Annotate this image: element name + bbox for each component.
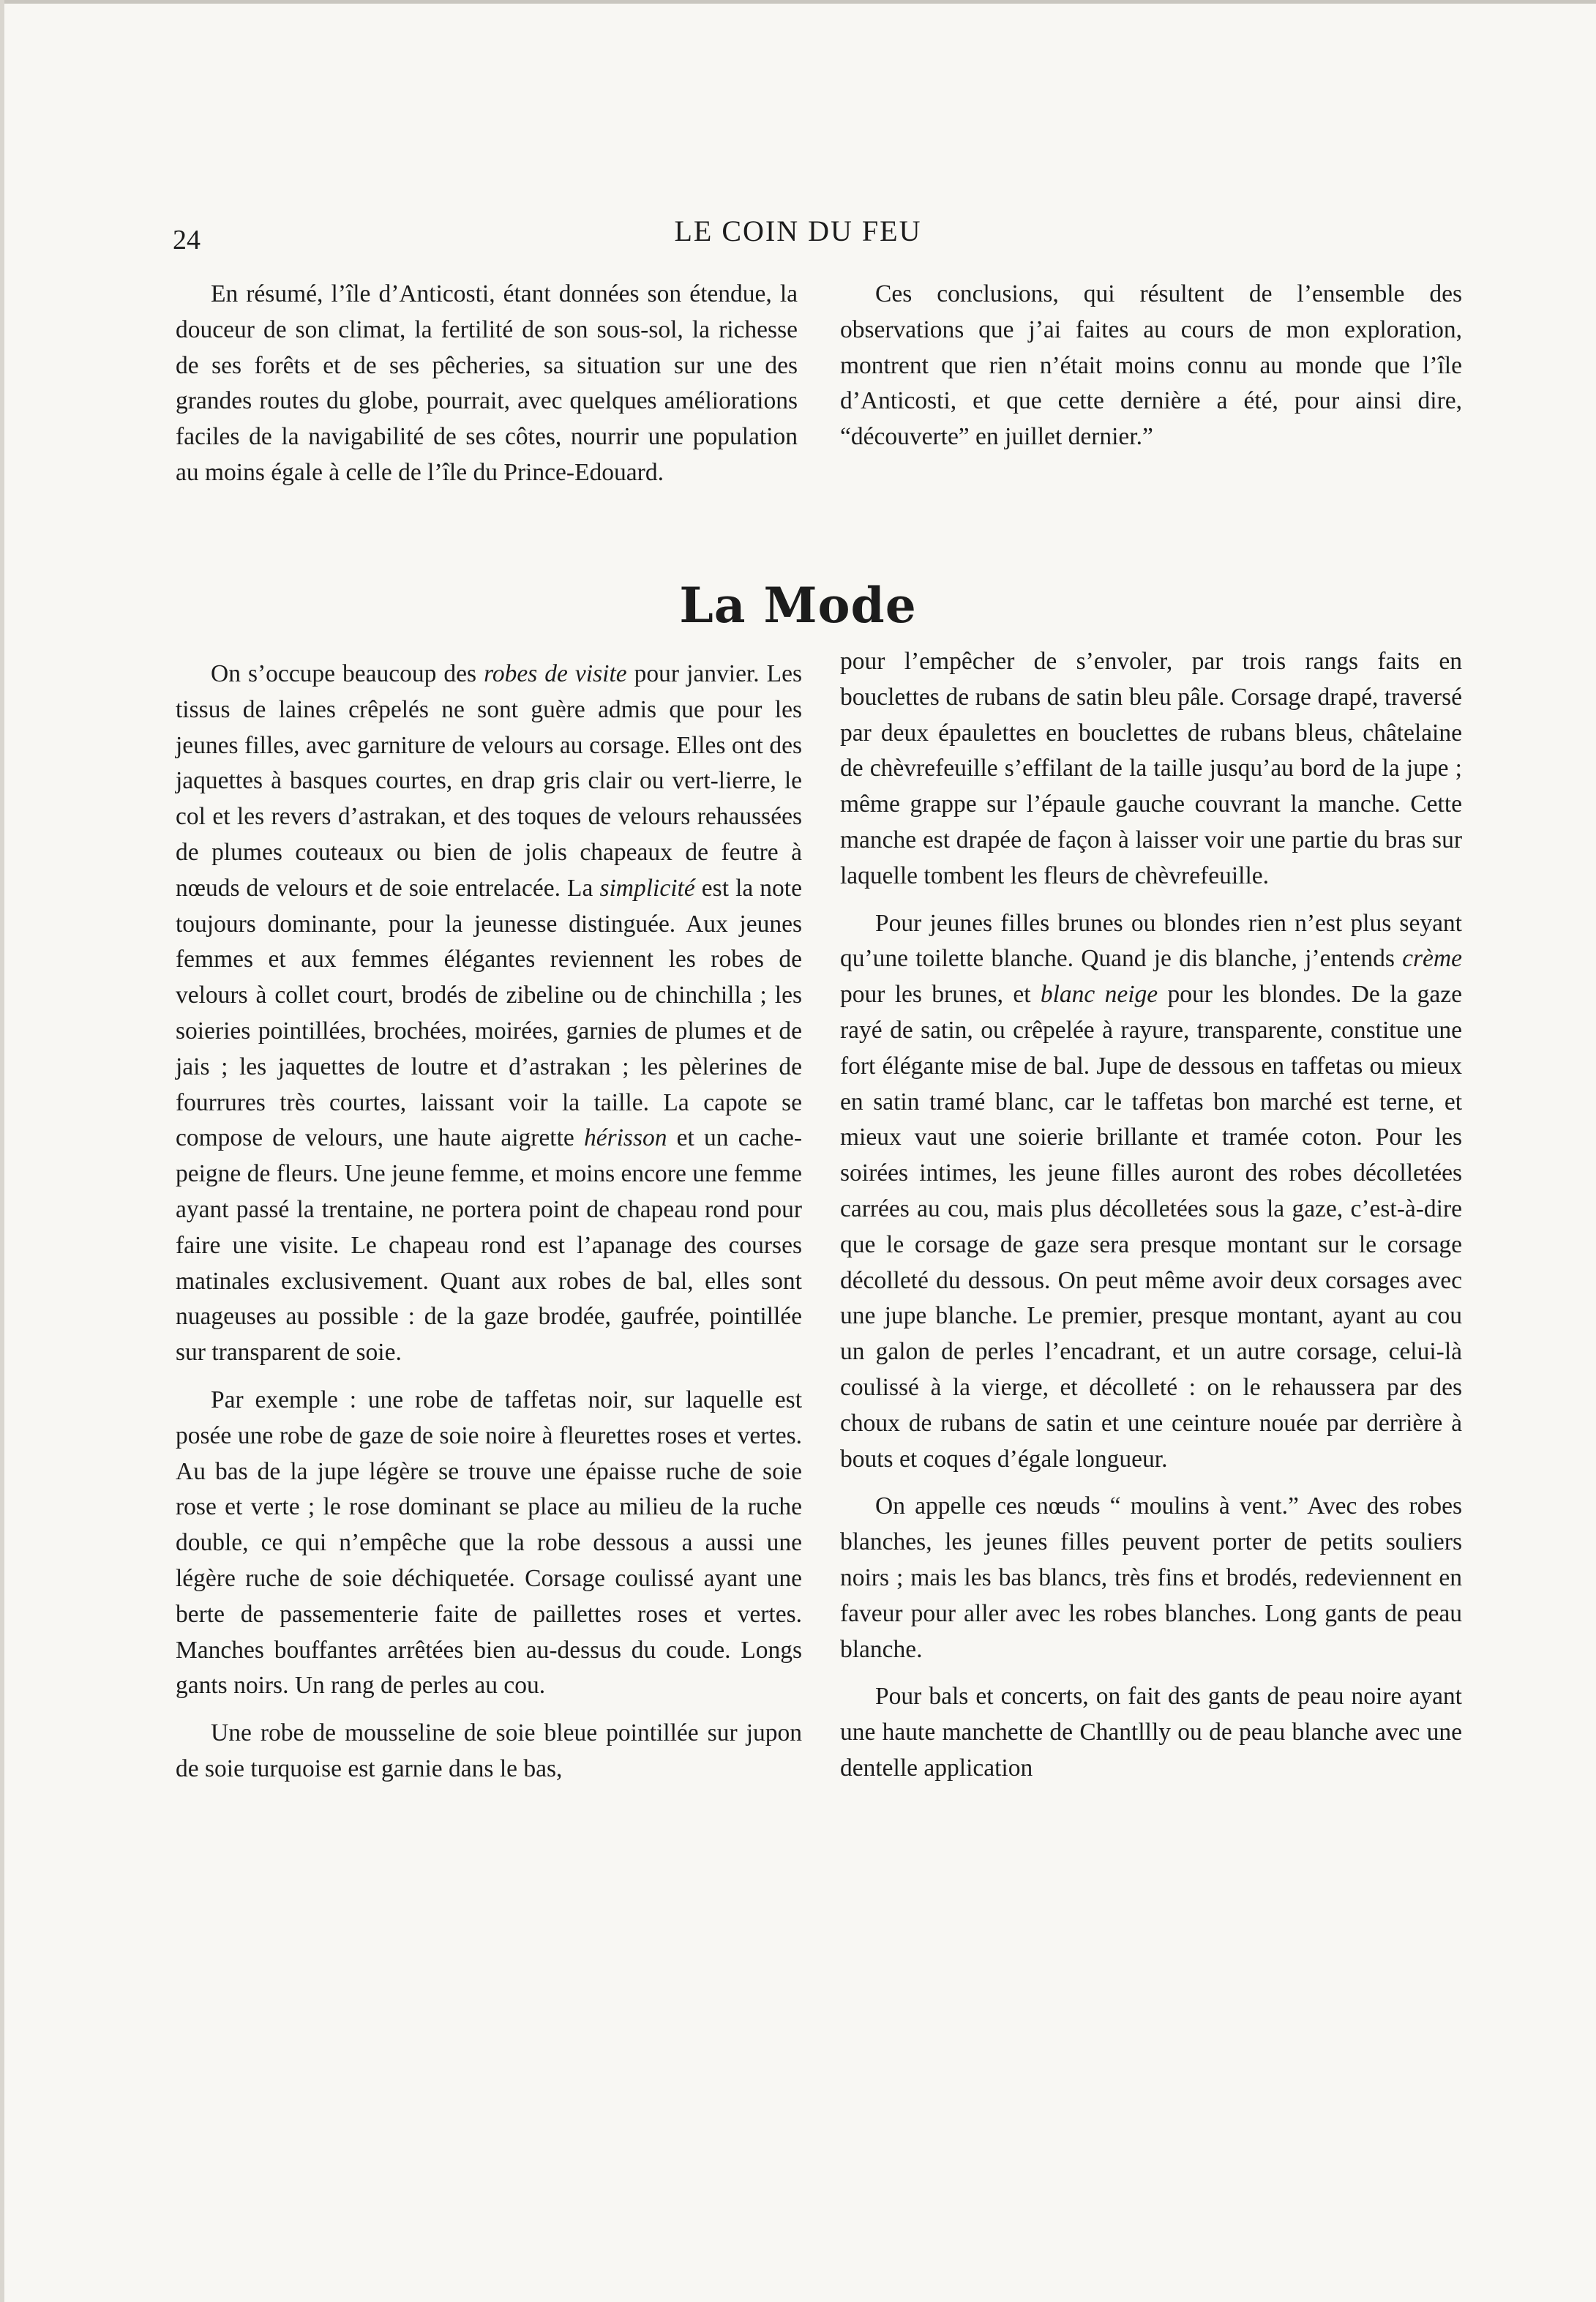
paragraph-bals-et-concerts: Pour bals et concerts, on fait des gants de peau noire ayant une haute manchette de Chantllly ou de peau blanche avec une dentelle application (840, 1683, 1462, 1782)
italic-term: hérisson (583, 1124, 667, 1152)
text-run: pour les blondes. De la gaze rayé de satin, ou crêpelée à rayure, transparente, constitue une fort élégante mise de bal. Jupe de dessous en taffetas ou mieux en satin tramé blanc, car le taffetas bon marché est terne, et mieux vaut une soierie brillante et tramée coton. Pour les soirées intimes, les jeune filles auront des robes décolletées carrées au cou, mais plus décolletées sous la gaze, c’est-à-dire que le corsage de gaze sera presque montant sur le corsage décolleté du dessous. On peut même avoir deux corsages avec une jupe blanche. Le premier, presque montant, ayant au cou un galon de perles l’encadrant, et un autre corsage, celui-là coulissé à la vierge, et décolleté : on le rehaussera par des choux de rubans de satin et une ceinture nouée par derrière à bouts et coques d’égale longueur. (840, 981, 1462, 1473)
text-run: pour les brunes, et (840, 981, 1041, 1009)
paragraph-conclusions: Ces conclusions, qui résultent de l’ensemble des observations que j’ai faites au cours de mon exploration, montrent que rien n’était moins connu au monde que l’île d’Anticosti, et que cette dernière a été, pour ainsi dire, “découverte” en juillet dernier.” (840, 280, 1462, 451)
text-run: et un cache-peigne de fleurs. Une jeune femme, et moins encore une femme ayant passé la trentaine, ne portera point de chapeau rond pour faire une visite. Le chapeau rond est l’apanage des courses matinales exclusivement. Quant aux robes de bal, elles sont nuageuses au possible : de la gaze brodée, gaufrée, pointillée sur transparent de soie. (176, 1124, 803, 1367)
paragraph-anticosti-summary: En résumé, l’île d’Anticosti, étant données son étendue, la douceur de son climat, la fertilité de son sous-sol, la richesse de ses forêts et de ses pêcheries, sa situation sur une des grandes routes du globe, pourrait, avec quelques améliorations faciles de la navigabilité de ses côtes, nourrir une population au moins égale à celle de l’île du Prince-Edouard. (176, 280, 798, 486)
paragraph-toilette-blanche (840, 906, 1462, 1478)
section-title: La Mode (679, 577, 917, 634)
text-run: pour janvier. Les tissus de laines crêpelés ne sont guère admis que pour les jeunes filles, avec garniture de velours au corsage. Elles ont des jaquettes à basques courtes, en drap gris clair ou vert-lierre, le col et les revers d’astrakan, et des toques de velours rehaussées de plumes couteaux ou bien de jolis chapeaux de feutre à nœuds de velours et de soie entrelacée. La (176, 660, 803, 902)
italic-term: robes de visite (484, 660, 627, 687)
paragraph-par-exemple: Par exemple : une robe de taffetas noir, sur laquelle est posée une robe de gaze de soie noire à fleurettes roses et vertes. Au bas de la jupe légère se trouve une épaisse ruche de soie rose et verte ; le rose dominant se place au milieu de la ruche double, ce qui n’empêche que la robe dessous a aussi une légère ruche de soie déchiquetée. Corsage coulissé ayant une berte de passementerie faite de paillettes roses et vertes. Manches bouffantes arrêtées bien au-dessus du coude. Longs gants noirs. Un rang de perles au cou. (176, 1386, 802, 1700)
running-title: LE COIN DU FEU (674, 214, 922, 247)
paragraph-mousseline: Une robe de mousseline de soie bleue pointillée sur jupon de soie turquoise est garnie dans le bas, (176, 1719, 802, 1782)
italic-term: simplicité (599, 874, 695, 902)
italic-term: blanc neige (1040, 981, 1158, 1009)
paragraph-robes-de-visite (176, 657, 802, 1371)
page-top-edge (0, 0, 1596, 4)
italic-term: crème (1402, 945, 1462, 973)
top-right-column (840, 277, 1462, 455)
right-column (840, 644, 1462, 1787)
page-left-edge (0, 0, 4, 2302)
text-run: Pour jeunes filles brunes ou blondes rien n’est plus seyant qu’une toilette blanche. Quand je dis blanche, j’entends (840, 909, 1462, 973)
text-run: On s’occupe beaucoup des (211, 660, 484, 687)
paragraph-moulins-a-vent: On appelle ces nœuds “ moulins à vent.” Avec des robes blanches, les jeunes filles peuvent porter de petits souliers noirs ; mais les bas blancs, très fins et brodés, redeviennent en faveur pour aller avec les robes blanches. Long gants de peau blanche. (840, 1492, 1462, 1663)
top-left-column (176, 277, 798, 491)
page-number: 24 (173, 225, 201, 255)
left-column (176, 657, 802, 1787)
text-run: est la note toujours dominante, pour la jeunesse distinguée. Aux jeunes femmes et aux femmes élégantes reviennent les robes de velours à collet court, brodés de zibeline ou de chinchilla ; les soieries pointillées, brochées, moirées, garnies de plumes et de jais ; les jaquettes de loutre et d’astrakan ; les pèlerines de fourrures très courtes, laissant voir la taille. La capote se compose de velours, une haute aigrette (176, 874, 802, 1152)
paragraph-continuation: pour l’empêcher de s’envoler, par trois rangs faits en bouclettes de rubans de satin bleu pâle. Corsage drapé, traversé par deux épaulettes en bouclettes de rubans bleus, châtelaine de chèvrefeuille s’effilant de la taille jusqu’au bord de la jupe ; même grappe sur l’épaule gauche couvrant la manche. Cette manche est drapée de façon à laisser voir une partie du bras sur laquelle tombent les fleurs de chèvrefeuille. (840, 648, 1462, 889)
